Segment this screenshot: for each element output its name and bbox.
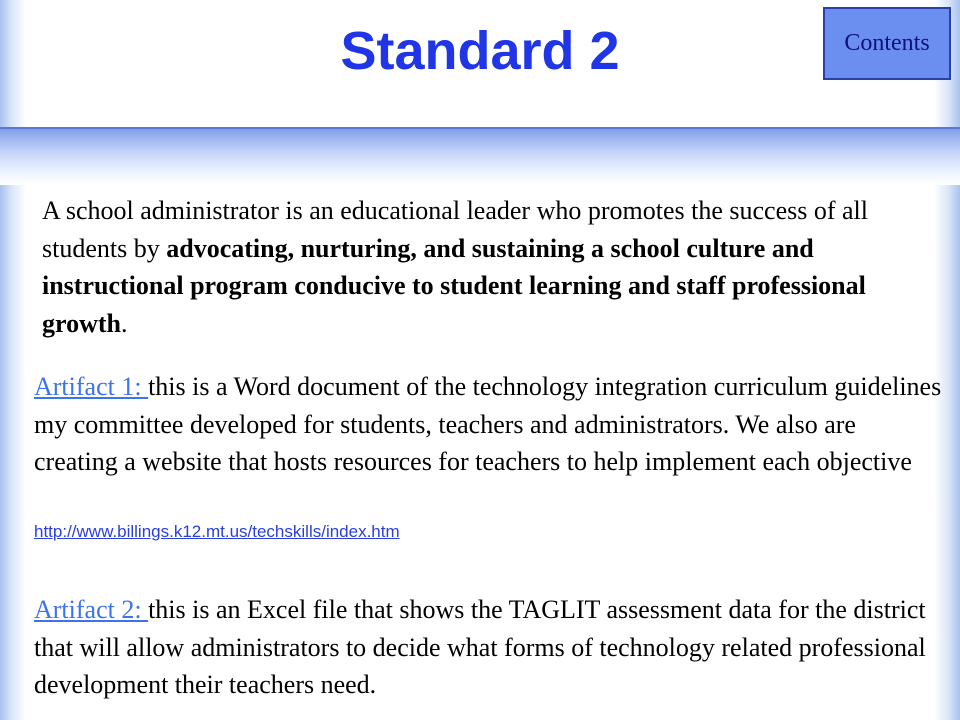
artifact-1 <box>34 368 944 481</box>
contents-button[interactable]: Contents <box>823 7 951 80</box>
artifact-2 <box>34 591 944 704</box>
standard-description <box>42 192 902 342</box>
banner-divider <box>0 127 960 129</box>
techskills-url-link[interactable]: http://www.billings.k12.mt.us/techskills/index.htm <box>34 522 400 541</box>
standard-text-end: . <box>120 308 128 338</box>
standard-text-bold: advocating, nurturing, and sustaining a school culture and instructional program conducive to student learning and staff professional growth <box>42 233 866 338</box>
slide-title: Standard 2 <box>340 21 620 81</box>
left-gradient-border <box>0 0 26 720</box>
artifact-1-link[interactable]: Artifact 1: <box>34 372 149 401</box>
artifact-1-description: this is a Word document of the technology integration curriculum guidelines my committee developed for students, teachers and administrators. We also are creating a website that hosts resources for teachers to help implement each objective <box>34 372 942 476</box>
artifact-2-description: this is an Excel file that shows the TAGLIT assessment data for the district that will allow administrators to decide what forms of technology related professional development their teachers need. <box>34 595 926 699</box>
artifact-2-link[interactable]: Artifact 2: <box>34 595 149 624</box>
header-banner <box>0 127 960 185</box>
standard-text-plain: A school administrator is an educational leader who promotes the success of all students by <box>42 196 868 263</box>
